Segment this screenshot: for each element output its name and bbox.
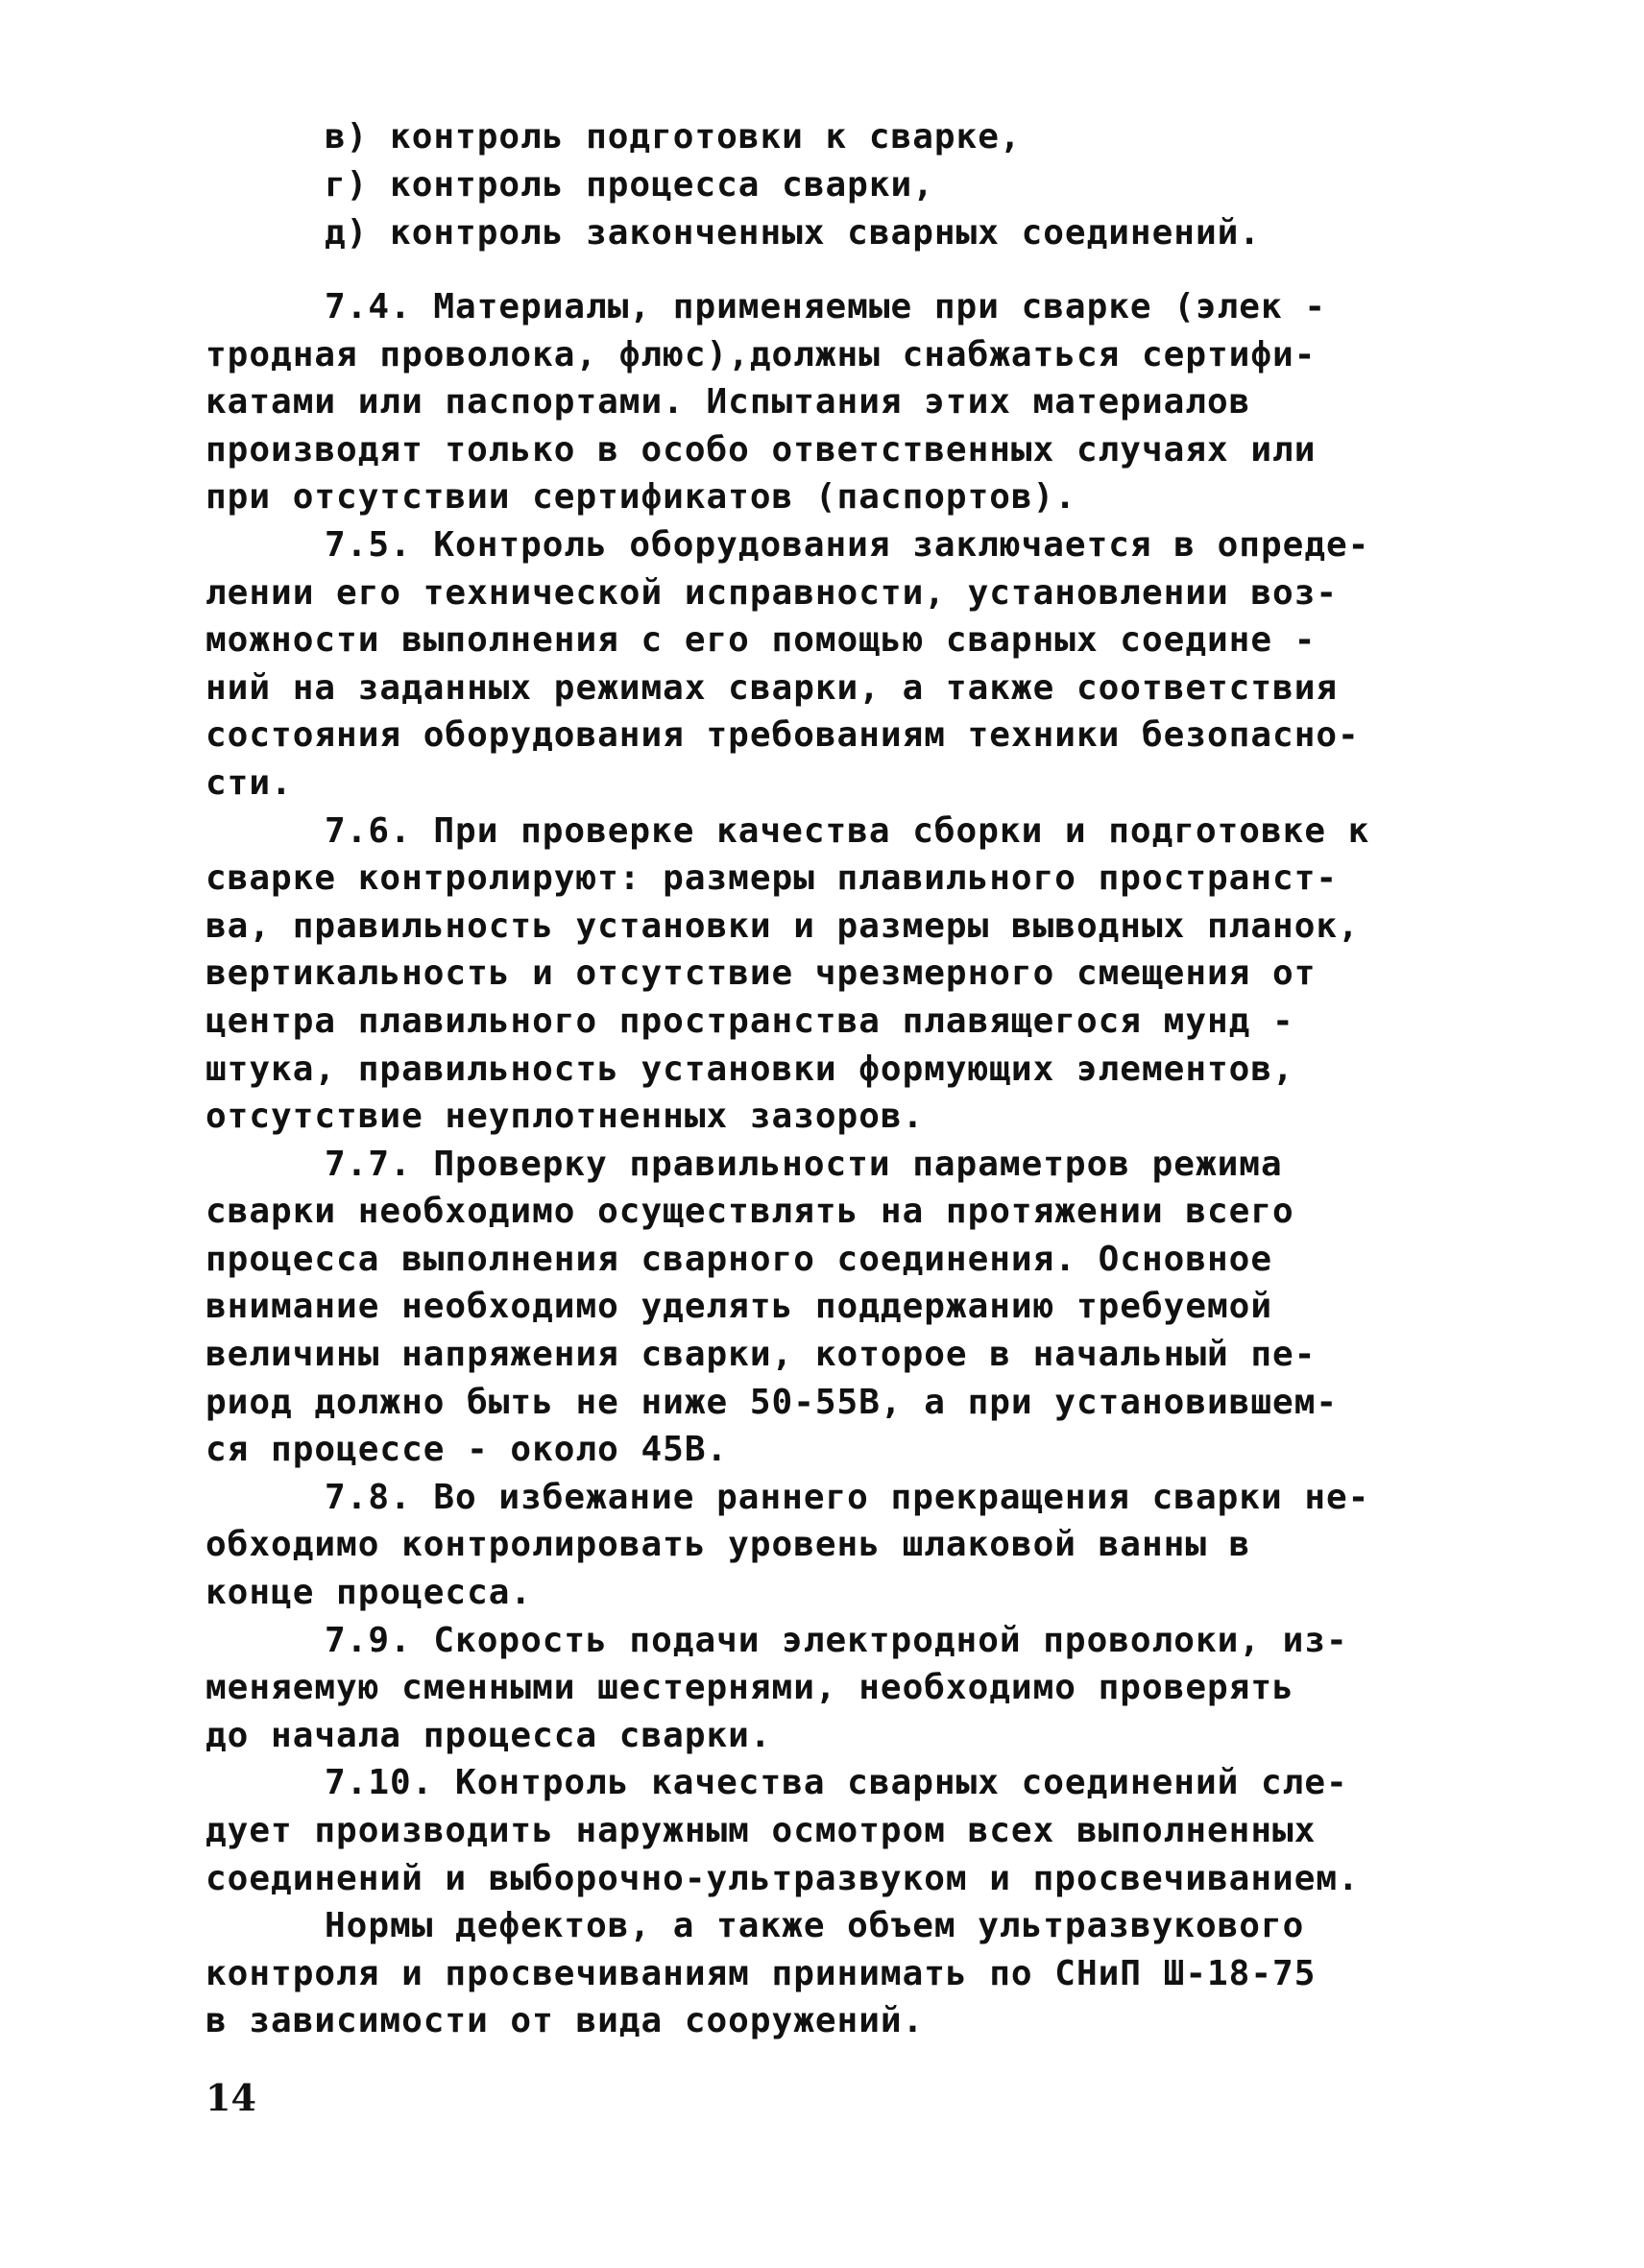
paragraph-7-4 [206,283,1473,521]
text-line: производят только в особо ответственных случаях или [206,429,1317,470]
text-line: катами или паспортами. Испытания этих материалов [206,382,1251,422]
text-line: 7.7. Проверку правильности параметров режима [325,1144,1283,1184]
text-line: ний на заданных режимах сварки, а также соответствия [206,667,1339,708]
paragraph-7-8 [206,1474,1473,1617]
text-line: процесса выполнения сварного соединения. Основное [206,1239,1273,1279]
text-line: сварке контролируют: размеры плавильного пространст- [206,858,1339,899]
text-line: величины напряжения сварки, которое в начальный пе- [206,1335,1317,1375]
text-line: обходимо контролировать уровень шлаковой ванны в [206,1525,1251,1565]
list-item: в) контроль подготовки к сварке, [325,117,1022,157]
text-line: 7.4. Материалы, применяемые при сварке (элек - [325,287,1326,326]
list-item: г) контроль процесса сварки, [325,165,934,205]
text-line: в зависимости от вида сооружений. [206,2001,925,2041]
text-line: 7.8. Во избежание раннего прекращения сварки не- [325,1477,1370,1517]
text-line: ва, правильность установки и размеры выводных планок, [206,905,1360,946]
text-line: при отсутствии сертификатов (паспортов). [206,477,1076,518]
paragraph-7-9 [206,1617,1473,1760]
text-line: тродная проволока, флюс),должны снабжаться сертифи- [206,334,1317,374]
body-text [206,283,1473,2045]
text-line: можности выполнения с его помощью сварных соедине - [206,620,1317,661]
text-line: 7.6. При проверке качества сборки и подготовке к [325,810,1370,851]
text-line: лении его технической исправности, установлении воз- [206,572,1339,613]
paragraph-defect-norms [206,1902,1473,2045]
text-line: отсутствие неуплотненных зазоров. [206,1097,925,1137]
text-line: 7.9. Скорость подачи электродной проволоки, из- [325,1620,1348,1660]
page-number: 14 [206,2076,256,2119]
text-line: ся процессе - около 45В. [206,1430,729,1470]
text-line: вертикальность и отсутствие чрезмерного смещения от [206,953,1317,994]
text-line: состояния оборудования требованиям техники безопасно- [206,715,1360,756]
paragraph-7-6 [206,808,1473,1141]
text-line: внимание необходимо уделять поддержанию требуемой [206,1287,1273,1327]
paragraph-7-7 [206,1141,1473,1474]
text-line: соединений и выборочно-ультразвуком и просвечиванием. [206,1858,1360,1898]
text-line: меняемую сменными шестернями, необходимо проверять [206,1668,1294,1708]
text-line: 7.5. Контроль оборудования заключается в опреде- [325,524,1370,565]
text-line: Нормы дефектов, а также объем ультразвукового [325,1906,1305,1946]
text-line: штука, правильность установки формующих элементов, [206,1049,1294,1089]
paragraph-7-10 [206,1759,1473,1902]
paragraph-7-5 [206,521,1473,808]
text-line: центра плавильного пространства плавящегося мунд - [206,1001,1294,1041]
text-line: конце процесса. [206,1573,533,1613]
text-line: дует производить наружным осмотром всех выполненных [206,1811,1317,1850]
text-line: риод должно быть не ниже 50-55В, а при установившем- [206,1382,1339,1422]
inspection-list [325,113,1477,257]
text-line: контроля и просвечиваниям принимать по СНиП Ш-18-75 [206,1953,1317,1993]
text-line: 7.10. Контроль качества сварных соединений сле- [325,1763,1348,1803]
text-line: до начала процесса сварки. [206,1715,772,1755]
list-item: д) контроль законченных сварных соединений. [325,213,1261,253]
text-line: сварки необходимо осуществлять на протяжении всего [206,1192,1294,1232]
text-line: сти. [206,762,293,803]
